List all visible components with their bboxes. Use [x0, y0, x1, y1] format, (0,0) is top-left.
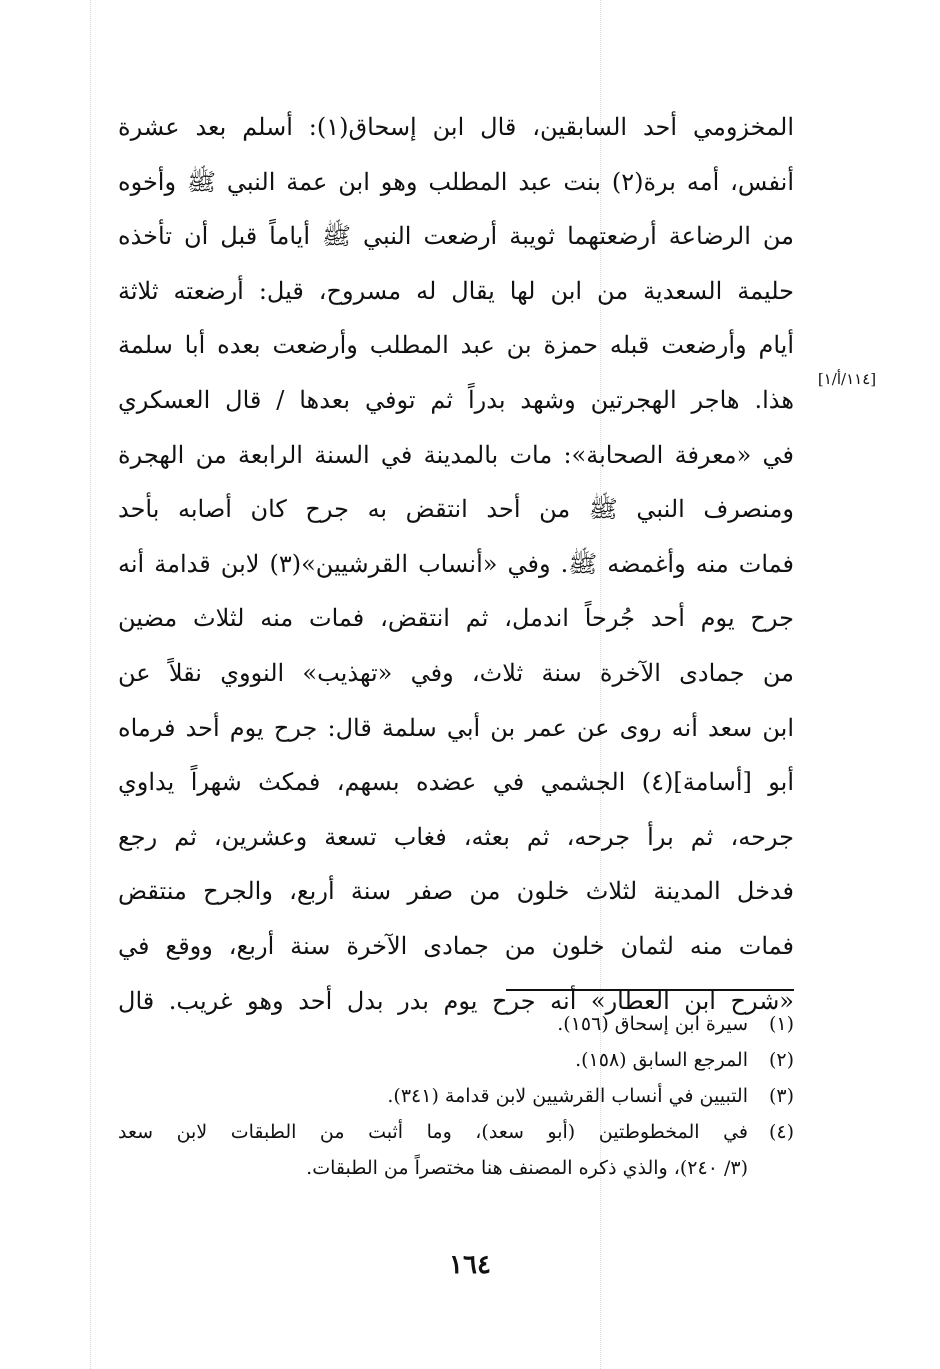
footnote-3	[118, 1078, 794, 1114]
footnote-separator	[506, 989, 794, 991]
text-line: في «معرفة الصحابة»: مات بالمدينة في السنة الرابعة من الهجرة	[118, 440, 794, 469]
text-line: من جمادى الآخرة سنة ثلاث، وفي «تهذيب» النووي نقلاً عن	[118, 658, 794, 687]
text-line: ابن سعد أنه روى عن عمر بن أبي سلمة قال: جرح يوم أحد فرماه	[118, 713, 794, 742]
scan-fold-line	[90, 0, 91, 1369]
footnote-number: (٤)	[768, 1121, 794, 1143]
footnote-text: التبيين في أنساب القرشيين لابن قدامة (٣٤١).	[387, 1085, 748, 1107]
text-line: أيام وأرضعت قبله حمزة بن عبد المطلب وأرضعت بعده أبا سلمة	[118, 331, 794, 360]
footnotes-section	[118, 1006, 794, 1186]
text-line: أبو [أسامة](٤) الجشمي في عضده بسهم، فمكث شهراً يداوي	[118, 768, 794, 797]
text-line: المخزومي أحد السابقين، قال ابن إسحاق(١): أسلم بعد عشرة	[118, 113, 794, 141]
text-line: فدخل المدينة لثلاث خلون من صفر سنة أربع، والجرح منتقض	[118, 877, 794, 906]
footnote-4	[118, 1114, 794, 1150]
footnote-text: المرجع السابق (١٥٨).	[575, 1049, 748, 1071]
page-number: ١٦٤	[449, 1250, 491, 1280]
text-line: حليمة السعدية من ابن لها يقال له مسروح، قيل: أرضعته ثلاثة	[118, 276, 794, 305]
footnote-4-continuation: (٣/ ٢٤٠)، والذي ذكره المصنف هنا مختصراً من الطبقات.	[306, 1157, 748, 1179]
text-line: «شرح ابن العطار» أنه جرح يوم بدر بدل أحد وهو غريب. قال	[118, 986, 794, 1015]
footnote-2	[118, 1042, 794, 1078]
text-line: أنفس، أمه برة(٢) بنت عبد المطلب وهو ابن عمة النبي ﷺ وأخوه	[118, 167, 794, 196]
footnote-text: سيرة ابن إسحاق (١٥٦).	[557, 1013, 748, 1035]
text-line: ومنصرف النبي ﷺ من أحد انتقض به جرح كان أصابه بأحد	[118, 495, 794, 524]
footnote-number: (٣)	[768, 1085, 794, 1107]
text-line: جرح يوم أحد جُرحاً اندمل، ثم انتقض، فمات منه لثلاث مضين	[118, 604, 794, 633]
text-line: فمات منه لثمان خلون من جمادى الآخرة سنة أربع، ووقع في	[118, 931, 794, 960]
footnote-number: (١)	[768, 1013, 794, 1035]
text-line: من الرضاعة أرضعتهما ثويبة أرضعت النبي ﷺ أياماً قبل أن تأخذه	[118, 222, 794, 251]
footnote-text: في المخطوطتين (أبو سعد)، وما أثبت من الطبقات لابن سعد	[118, 1121, 748, 1143]
text-line: فمات منه وأغمضه ﷺ. وفي «أنساب القرشيين»(٣) لابن قدامة أنه	[118, 549, 794, 578]
main-text-block	[118, 100, 794, 1028]
footnote-number: (٢)	[768, 1049, 794, 1071]
footnote-1	[118, 1006, 794, 1042]
text-line: هذا. هاجر الهجرتين وشهد بدراً ثم توفي بعدها / قال العسكري	[118, 385, 794, 414]
text-line: جرحه، ثم برأ جرحه، ثم بعثه، فغاب تسعة وعشرين، ثم رجع	[118, 822, 794, 851]
manuscript-folio-marker: [١١٤/أ/١]	[817, 370, 877, 388]
